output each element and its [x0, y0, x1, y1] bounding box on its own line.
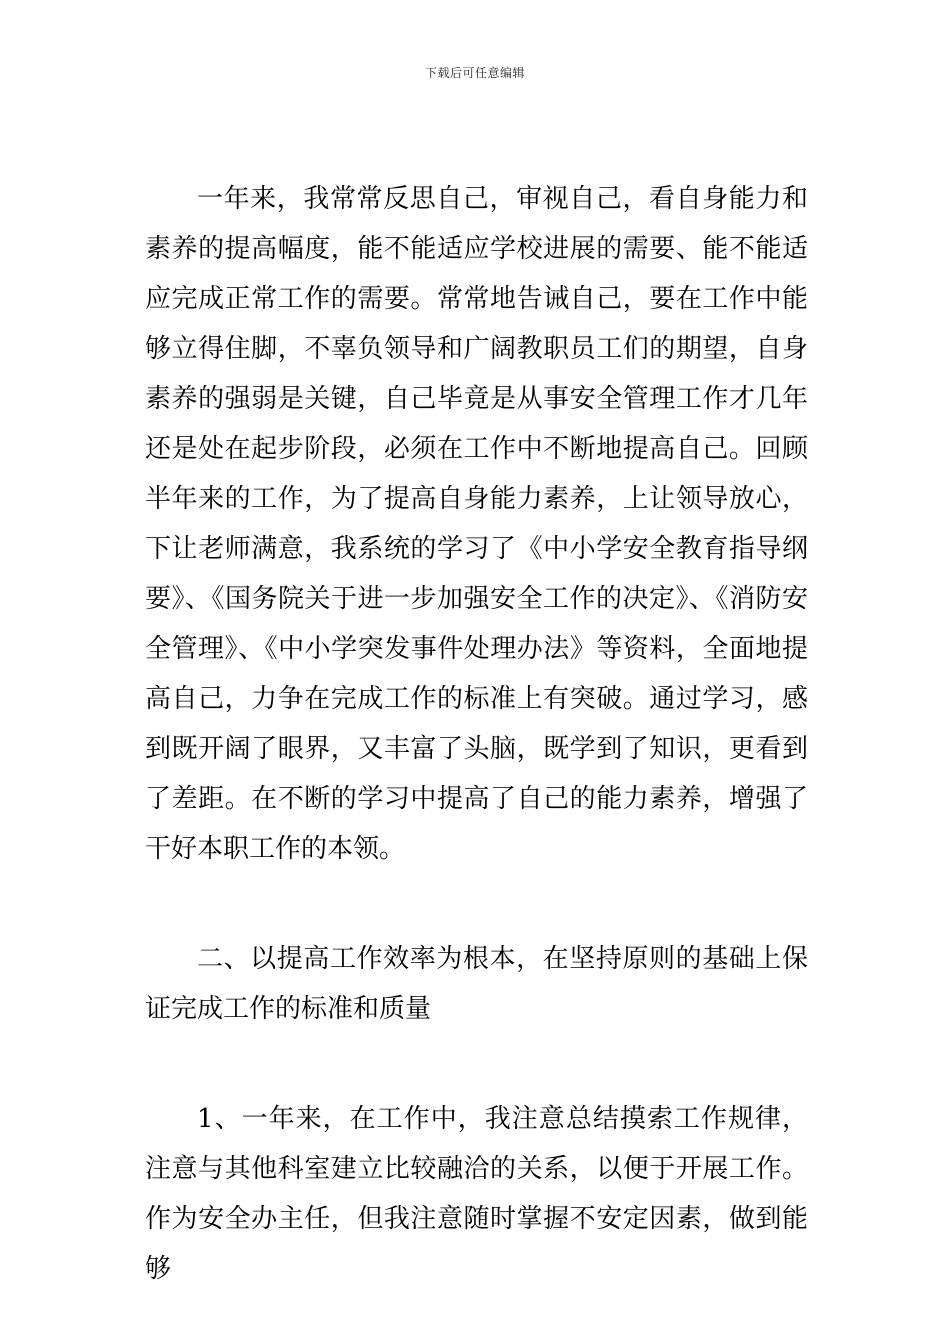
- paragraph-work-rules: 1、一年来，在工作中，我注意总结摸索工作规律，注意与其他科室建立比较融洽的关系，以便于开展工作。作为安全办主任，但我注意随时掌握不安定因素，做到能够: [145, 1104, 808, 1284]
- document-body: [145, 174, 808, 1294]
- paragraph-gap: [145, 1034, 808, 1094]
- paragraph-gap: [145, 874, 808, 934]
- page-header: 下载后可任意编辑: [424, 66, 525, 80]
- section-heading-efficiency: 二、以提高工作效率为根本，在坚持原则的基础上保证完成工作的标准和质量: [145, 944, 808, 1024]
- paragraph-self-improvement: 一年来，我常常反思自己，审视自己，看自身能力和素养的提高幅度，能不能适应学校进展的需要、能不能适应完成正常工作的需要。常常地告诫自己，要在工作中能够立得住脚，不辜负领导和广阔教职员工们的期望，自身素养的强弱是关键，自己毕竟是从事安全管理工作才几年还是处在起步阶段，必须在工作中不断地提高自己。回顾半年来的工作，为了提高自身能力素养，上让领导放心，下让老师满意，我系统的学习了《中小学安全教育指导纲要》、《国务院关于进一步加强安全工作的决定》、《消防安全管理》、《中小学突发事件处理办法》等资料，全面地提高自己，力争在完成工作的标准上有突破。通过学习，感到既开阔了眼界，又丰富了头脑，既学到了知识，更看到了差距。在不断的学习中提高了自己的能力素养，增强了干好本职工作的本领。: [145, 184, 808, 864]
